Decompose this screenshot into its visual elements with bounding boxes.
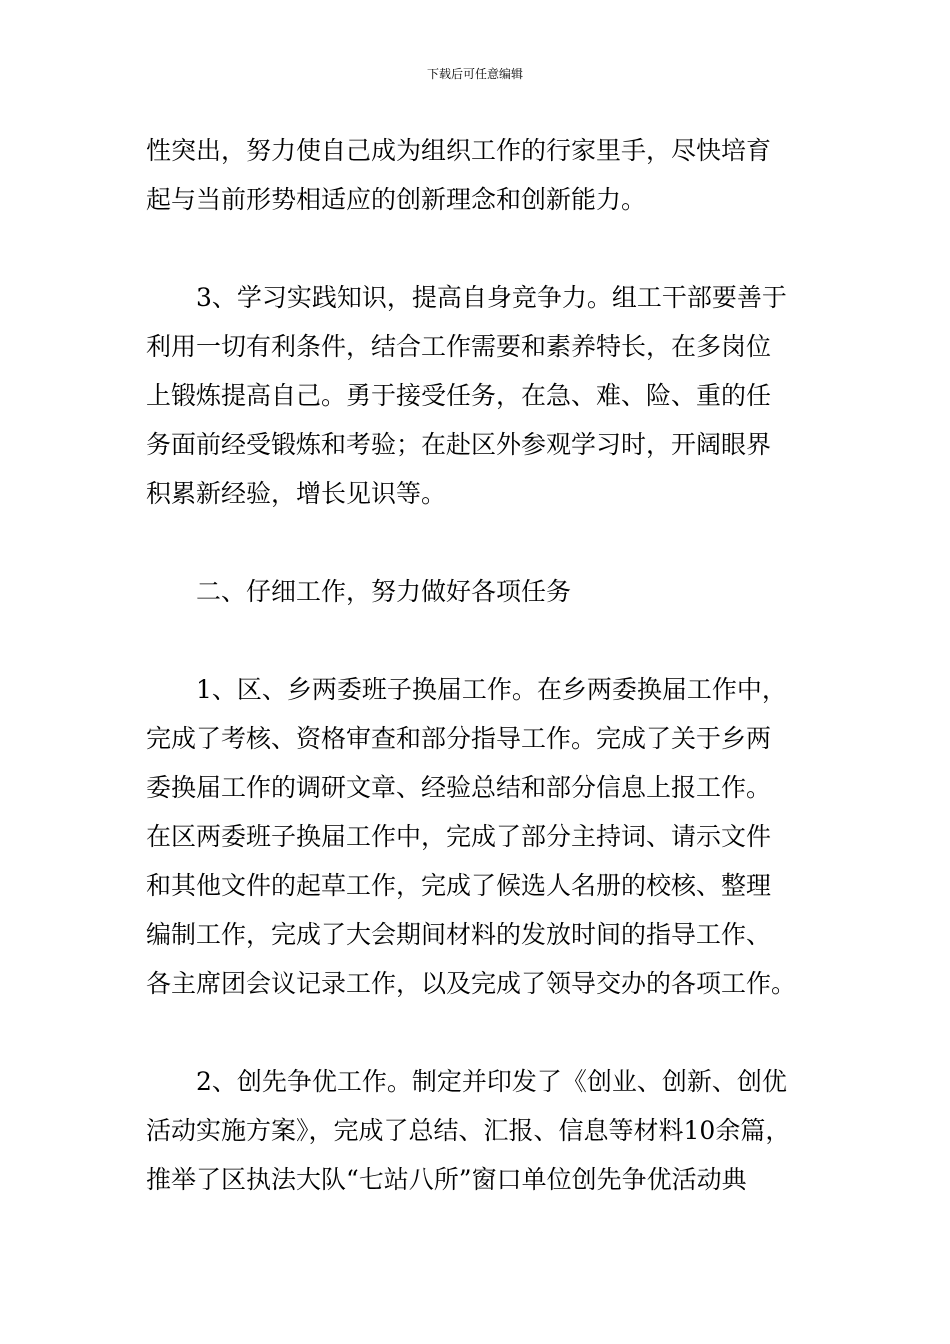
text-line: 在区两委班子换届工作中，完成了部分主持词、请示文件 [146, 822, 772, 851]
document-body [146, 126, 810, 1204]
paragraph-gap [146, 616, 810, 665]
text-line: 各主席团会议记录工作，以及完成了领导交办的各项工作。 [146, 969, 797, 998]
paragraph-item-2 [146, 1057, 810, 1204]
text-line: 起与当前形势相适应的创新理念和创新能力。 [146, 185, 647, 214]
text-line: 和其他文件的起草工作，完成了候选人名册的校核、整理 [146, 871, 772, 900]
text-line: 3、学习实践知识，提高自身竞争力。组工干部要善于 [196, 283, 787, 312]
paragraph-continuation [146, 126, 810, 224]
paragraph-gap [146, 224, 810, 273]
text-line: 积累新经验，增长见识等。 [146, 479, 447, 508]
page-header: 下载后可任意编辑 [426, 67, 523, 81]
text-line: 上锻炼提高自己。勇于接受任务，在急、难、险、重的任 [146, 381, 772, 410]
text-line: 活动实施方案》，完成了总结、汇报、信息等材料10余篇， [146, 1116, 791, 1145]
paragraph-item-3 [146, 273, 810, 518]
text-line: 编制工作，完成了大会期间材料的发放时间的指导工作、 [146, 920, 772, 949]
text-line: 完成了考核、资格审查和部分指导工作。完成了关于乡两 [146, 724, 772, 753]
text-line: 1、区、乡两委班子换届工作。在乡两委换届工作中， [196, 675, 787, 704]
text-line: 委换届工作的调研文章、经验总结和部分信息上报工作。 [146, 773, 772, 802]
section-heading-2 [146, 567, 810, 616]
text-line: 务面前经受锻炼和考验；在赴区外参观学习时，开阔眼界 [146, 430, 772, 459]
text-line: 推举了区执法大队“七站八所”窗口单位创先争优活动典 [146, 1165, 747, 1194]
text-line: 利用一切有利条件，结合工作需要和素养特长，在多岗位 [146, 332, 772, 361]
text-line: 2、创先争优工作。制定并印发了《创业、创新、创优 [196, 1067, 787, 1096]
paragraph-gap [146, 1008, 810, 1057]
text-line: 性突出，努力使自己成为组织工作的行家里手，尽快培育 [146, 136, 772, 165]
paragraph-item-1 [146, 665, 810, 1008]
section-heading: 二、仔细工作，努力做好各项任务 [196, 577, 572, 606]
paragraph-gap [146, 518, 810, 567]
